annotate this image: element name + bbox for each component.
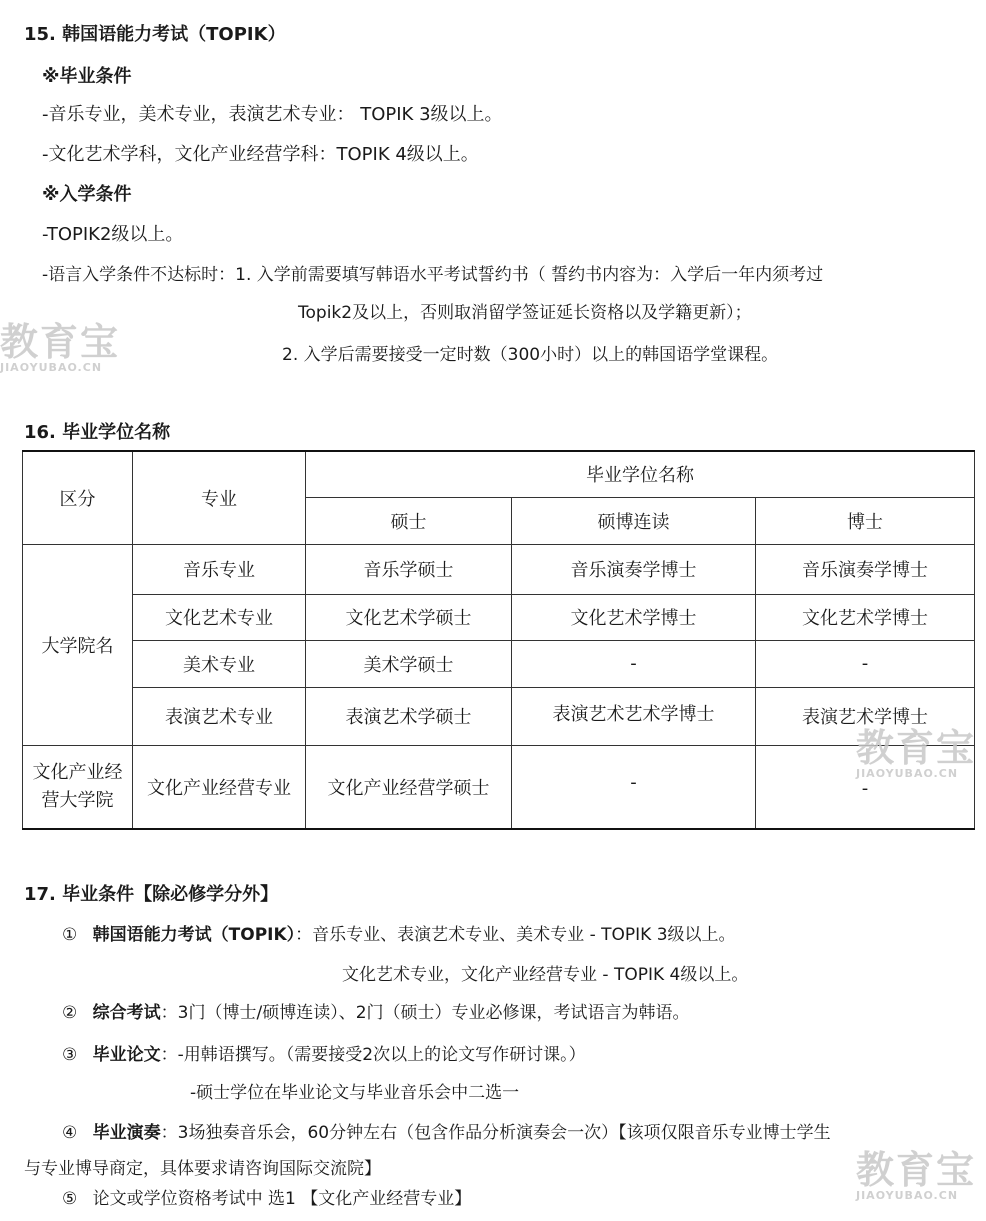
item-label: 韩国语能力考试（TOPIK）: [92, 925, 296, 945]
item-label: 毕业论文: [92, 1045, 161, 1065]
grad-topik-line-2: -文化艺术学科，文化产业经营学科：TOPIK 4级以上。: [42, 144, 479, 165]
entry-topik-line: -TOPIK2级以上。: [42, 224, 184, 245]
degree-name-table: [22, 450, 975, 830]
grad-item-4: [62, 1118, 831, 1143]
watermark-brand: 教育宝: [856, 726, 977, 770]
grad-item-4-cont: 与专业博导商定，具体要求请咨询国际交流院】: [24, 1159, 381, 1179]
grad-topik-line-1: -音乐专业，美术专业，表演艺术专业： TOPIK 3级以上。: [42, 104, 503, 125]
section-16-title: 16. 毕业学位名称: [24, 422, 171, 443]
row-combined: -: [512, 640, 756, 687]
row-major: 美术专业: [133, 640, 306, 687]
graduation-condition-heading: ※毕业条件: [42, 66, 132, 87]
header-category: 区分: [23, 451, 133, 544]
grad-item-5: [62, 1184, 471, 1209]
row-combined: -: [512, 745, 756, 829]
item-text: ：-用韩语撰写。（需要接受2次以上的论文写作研讨课。）: [160, 1045, 586, 1065]
grad-item-1: [62, 920, 736, 945]
item-label: 毕业演奏: [92, 1123, 161, 1143]
row-combined: 文化艺术学博士: [512, 594, 756, 640]
row-combined: 表演艺术艺术学博士: [512, 687, 756, 745]
watermark-logo: [856, 1150, 976, 1202]
entry-condition-heading: ※入学条件: [42, 184, 132, 205]
row-doctor: 音乐演奏学博士: [756, 544, 975, 594]
item-number: ①: [62, 925, 78, 945]
item-number: ③: [62, 1045, 78, 1065]
row-major: 文化产业经营专业: [133, 745, 306, 829]
table-row: [23, 640, 975, 687]
row-doctor: 文化艺术学博士: [756, 594, 975, 640]
row-major: 音乐专业: [133, 544, 306, 594]
row-major: 文化艺术专业: [133, 594, 306, 640]
header-combined: 硕博连读: [512, 497, 756, 544]
header-major: 专业: [133, 451, 306, 544]
entry-exception-line-2: Topik2及以上，否则取消留学签证延长资格以及学籍更新）；: [298, 303, 752, 323]
group-culture-industry-school: [23, 745, 133, 829]
item-text: ：3门（博士/硕博连读）、2门（硕士）专业必修课，考试语言为韩语。: [160, 1003, 690, 1023]
row-master: 文化产业经营学硕士: [306, 745, 512, 829]
entry-exception-line-3: 2. 入学后需要接受一定时数（300小时）以上的韩国语学堂课程。: [282, 345, 779, 365]
group-culture-line-2: 营大学院: [41, 789, 114, 811]
table-row: [23, 745, 975, 829]
item-number: ②: [62, 1003, 78, 1023]
watermark-site: JIAOYUBAO.CN: [856, 1189, 959, 1202]
header-master: 硕士: [306, 497, 512, 544]
row-doctor: 表演艺术学博士: [756, 687, 975, 745]
watermark-logo: [0, 322, 120, 374]
grad-item-3: [62, 1040, 586, 1065]
row-master: 表演艺术学硕士: [306, 687, 512, 745]
item-text: ：音乐专业、表演艺术专业、美术专业 - TOPIK 3级以上。: [295, 925, 736, 945]
row-combined: 音乐演奏学博士: [512, 544, 756, 594]
item-number: ④: [62, 1123, 78, 1143]
row-major: 表演艺术专业: [133, 687, 306, 745]
item-number: ⑤: [62, 1189, 78, 1209]
watermark-site: JIAOYUBAO.CN: [856, 767, 959, 780]
item-text: ：3场独奏音乐会，60分钟左右（包含作品分析演奏会一次）【该项仅限音乐专业博士学生: [160, 1123, 831, 1143]
item-text: 论文或学位资格考试中 选1 【文化产业经营专业】: [92, 1189, 472, 1209]
group-graduate-school: 大学院名: [23, 544, 133, 745]
watermark-brand: 教育宝: [856, 1148, 977, 1192]
watermark-site: JIAOYUBAO.CN: [0, 361, 103, 374]
header-degree-name: 毕业学位名称: [306, 451, 975, 497]
table-row: [23, 687, 975, 745]
table-row: [23, 544, 975, 594]
grad-item-2: [62, 998, 690, 1023]
grad-item-3-cont: -硕士学位在毕业论文与毕业音乐会中二选一: [190, 1083, 520, 1103]
group-culture-line-1: 文化产业经: [32, 761, 123, 783]
row-master: 音乐学硕士: [306, 544, 512, 594]
row-master: 文化艺术学硕士: [306, 594, 512, 640]
item-label: 综合考试: [92, 1003, 161, 1023]
watermark-logo: [856, 728, 976, 780]
table-row: [23, 594, 975, 640]
row-master: 美术学硕士: [306, 640, 512, 687]
header-doctor: 博士: [756, 497, 975, 544]
section-15-title: 15. 韩国语能力考试（TOPIK）: [24, 24, 286, 45]
grad-item-1-cont: 文化艺术专业，文化产业经营专业 - TOPIK 4级以上。: [342, 965, 749, 985]
row-doctor: -: [756, 745, 975, 829]
section-17-title: 17. 毕业条件【除必修学分外】: [24, 884, 279, 905]
watermark-brand: 教育宝: [0, 320, 121, 364]
row-doctor: -: [756, 640, 975, 687]
entry-exception-line-1: -语言入学条件不达标时：1. 入学前需要填写韩语水平考试誓约书（ 誓约书内容为：入学后一年内须考过: [42, 265, 824, 285]
